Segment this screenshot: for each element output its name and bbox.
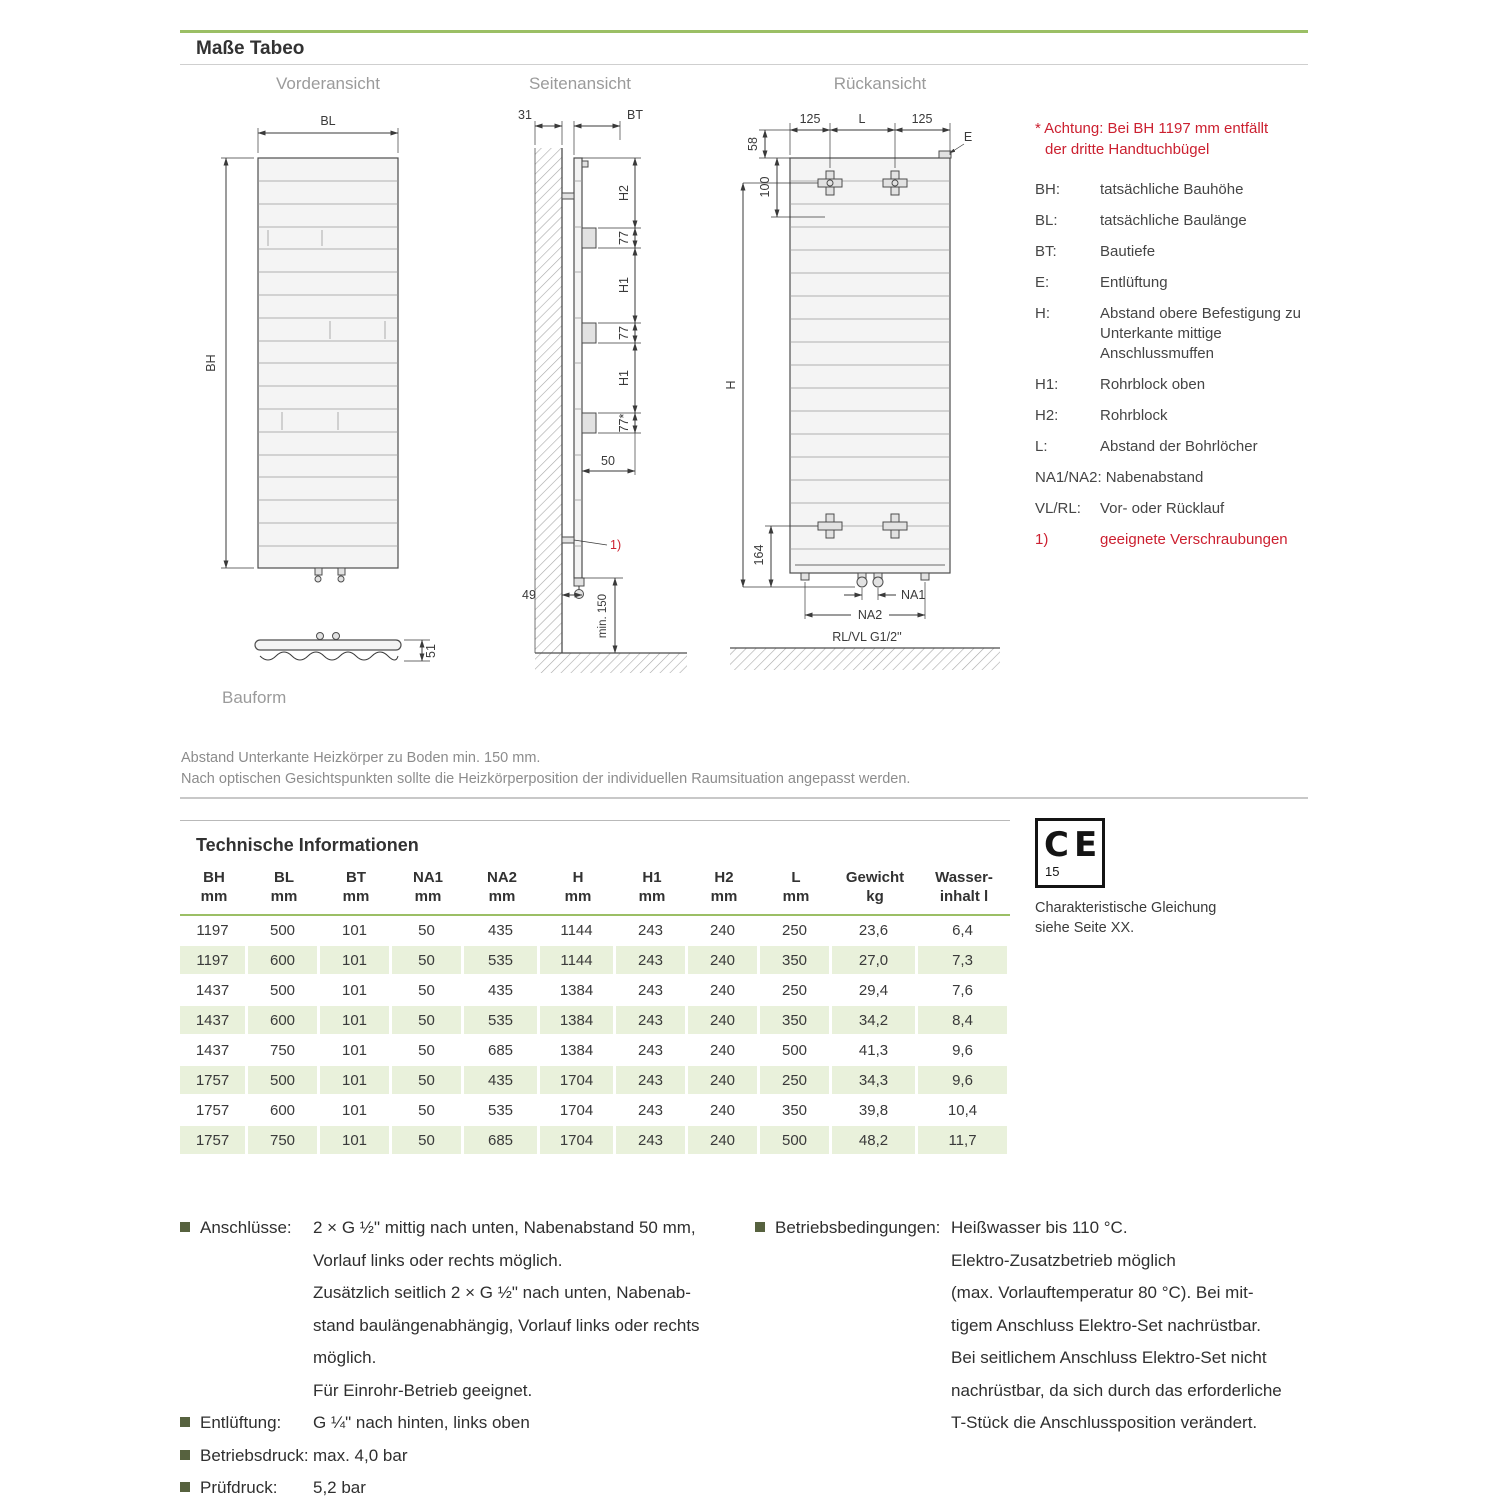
wall-hatch <box>535 148 562 653</box>
table-row <box>180 1126 1010 1156</box>
dim-label-31: 31 <box>518 108 532 122</box>
technical-data-table <box>180 864 1010 1156</box>
spec-line: Vorlauf links oder rechts möglich. <box>313 1250 563 1270</box>
front-view-title: Vorderansicht <box>276 74 380 93</box>
table-cell: 240 <box>688 976 760 1006</box>
spec-line: tigem Anschluss Elektro-Set nachrüstbar. <box>951 1315 1261 1335</box>
bauform-label: Bauform <box>222 688 287 707</box>
legend-desc: geeignete Verschraubungen <box>1100 531 1288 548</box>
table-cell: 435 <box>464 976 540 1006</box>
ce-note-line1: Charakteristische Gleichung <box>1035 900 1217 916</box>
table-cell: 50 <box>392 976 464 1006</box>
table-cell: 240 <box>688 916 760 946</box>
spec-label: Betriebsbedingungen: <box>775 1218 941 1237</box>
table-cell: 500 <box>248 916 320 946</box>
table-cell: 500 <box>760 1126 832 1156</box>
radiator-side-profile <box>562 158 596 599</box>
dim-label-h1a: H1 <box>617 277 631 293</box>
table-cell: 41,3 <box>832 1036 918 1066</box>
dim-label-h1b: H1 <box>617 370 631 386</box>
legend-desc: Nabenabstand <box>1105 469 1204 486</box>
table-cell: 1704 <box>540 1096 616 1126</box>
column-header-line2: mm <box>342 888 370 905</box>
table-cell: 240 <box>688 1006 760 1036</box>
table-cell: 750 <box>248 1036 320 1066</box>
table-cell: 240 <box>688 1096 760 1126</box>
legend-desc: Vor- oder Rücklauf <box>1100 500 1225 517</box>
column-header <box>180 864 248 916</box>
back-view-title: Rückansicht <box>833 74 927 93</box>
table-cell: 243 <box>616 1126 688 1156</box>
dim-label-50: 50 <box>601 454 615 468</box>
bullet-square <box>180 1222 190 1232</box>
legend-key: NA1/NA2: <box>1035 469 1102 486</box>
spec-item <box>755 1212 1355 1440</box>
dim-label-125a: 125 <box>799 112 821 126</box>
spec-line: stand baulängenabhängig, Vorlauf links oder rechts <box>313 1315 700 1335</box>
spec-item <box>180 1407 750 1440</box>
spec-line: Heißwasser bis 110 °C. <box>951 1218 1128 1237</box>
spec-line: 2 × G ½" mittig nach unten, Nabenabstand 50 mm, <box>313 1218 696 1237</box>
table-cell: 39,8 <box>832 1096 918 1126</box>
specs-right-column <box>755 1212 1355 1440</box>
bullet-icon <box>180 1440 200 1460</box>
legend-desc: Bautiefe <box>1100 243 1156 260</box>
legend-item <box>1035 242 1313 262</box>
table-cell: 250 <box>760 1066 832 1096</box>
footnote-line1: Abstand Unterkante Heizkörper zu Boden min. 150 mm. <box>181 750 541 766</box>
column-header-line1: H <box>572 869 584 886</box>
table-cell: 1437 <box>180 976 248 1006</box>
legend-key: VL/RL: <box>1035 500 1081 517</box>
table-row <box>180 1066 1010 1096</box>
legend-desc: Abstand der Bohrlöcher <box>1100 438 1258 455</box>
bullet-icon <box>755 1212 775 1232</box>
table-cell: 50 <box>392 1036 464 1066</box>
column-header-line2: mm <box>564 888 592 905</box>
ce-note-line2: siehe Seite XX. <box>1035 920 1135 936</box>
table-cell: 1704 <box>540 1126 616 1156</box>
table-cell: 535 <box>464 946 540 976</box>
legend-key: H1: <box>1035 376 1059 393</box>
table-cell: 101 <box>320 1126 392 1156</box>
column-header-line1: L <box>791 869 801 886</box>
legend-desc: Rohrblock oben <box>1100 376 1206 393</box>
bullet-square <box>180 1482 190 1492</box>
spec-value <box>313 1472 750 1500</box>
bullet-square <box>180 1417 190 1427</box>
ce-number: 15 <box>1045 863 1060 879</box>
dim-label-77c: 77* <box>617 413 631 433</box>
table-cell: 1437 <box>180 1036 248 1066</box>
column-header <box>540 864 616 916</box>
table-cell: 685 <box>464 1036 540 1066</box>
column-header <box>320 864 392 916</box>
table-cell: 23,6 <box>832 916 918 946</box>
column-header-line2: mm <box>782 888 810 905</box>
title-divider <box>180 64 1308 65</box>
side-view-title: Seitenansicht <box>528 74 632 93</box>
footnotes <box>181 748 910 790</box>
table-cell: 600 <box>248 1096 320 1126</box>
table-cell: 243 <box>616 946 688 976</box>
top-green-rule <box>180 30 1308 33</box>
dim-label-164: 164 <box>752 544 766 566</box>
specs-left-column <box>180 1212 750 1500</box>
spec-line: möglich. <box>313 1348 377 1367</box>
spec-value <box>313 1440 750 1473</box>
table-cell: 101 <box>320 1036 392 1066</box>
dim-label-rlvl: RL/VL G1/2'' <box>832 630 902 644</box>
column-header <box>392 864 464 916</box>
spec-label: Prüfdruck: <box>200 1478 278 1497</box>
table-cell: 1757 <box>180 1096 248 1126</box>
column-header-line2: inhalt l <box>939 888 989 905</box>
spec-line: Zusätzlich seitlich 2 × G ½" nach unten, Nabenab- <box>313 1283 691 1302</box>
dim-label-na1: NA1 <box>901 588 926 602</box>
table-cell: 250 <box>760 916 832 946</box>
dim-label-bl: BL <box>320 114 336 128</box>
table-row <box>180 1036 1010 1066</box>
table-cell: 101 <box>320 976 392 1006</box>
table-cell: 240 <box>688 946 760 976</box>
bullet-square <box>180 1450 190 1460</box>
column-header <box>760 864 832 916</box>
table-cell: 240 <box>688 1066 760 1096</box>
table-cell: 50 <box>392 1006 464 1036</box>
table-cell: 435 <box>464 916 540 946</box>
table-header-row <box>180 864 1010 916</box>
table-cell: 101 <box>320 1096 392 1126</box>
table-cell: 1197 <box>180 916 248 946</box>
bullet-icon <box>180 1407 200 1427</box>
table-cell: 1384 <box>540 1036 616 1066</box>
column-header <box>918 864 1010 916</box>
dim-label-na2: NA2 <box>857 608 883 622</box>
table-cell: 535 <box>464 1096 540 1126</box>
spec-item <box>180 1212 750 1407</box>
table-cell: 29,4 <box>832 976 918 1006</box>
table-cell: 34,3 <box>832 1066 918 1096</box>
legend-key: L: <box>1035 438 1048 455</box>
dim-label-77b: 77 <box>617 326 631 340</box>
table-cell: 243 <box>616 1066 688 1096</box>
dim-label-h2: H2 <box>617 185 631 201</box>
spec-item <box>180 1440 750 1473</box>
front-view-drawing <box>188 95 438 685</box>
table-cell: 243 <box>616 1096 688 1126</box>
column-header <box>464 864 540 916</box>
table-cell: 8,4 <box>918 1006 1010 1036</box>
column-header-line1: BT <box>346 869 366 886</box>
dim-label-49: 49 <box>522 588 536 602</box>
legend-item <box>1035 180 1313 200</box>
legend-key: BT: <box>1035 243 1057 260</box>
ce-note <box>1035 898 1216 938</box>
radiator-back-body <box>790 151 951 587</box>
ce-letters: CE <box>1044 824 1103 865</box>
legend-desc: Entlüftung <box>1100 274 1168 291</box>
bullet-square <box>755 1222 765 1232</box>
column-header-line1: H1 <box>642 869 662 886</box>
back-view-drawing <box>715 95 1015 685</box>
spec-line: Für Einrohr-Betrieb geeignet. <box>313 1380 533 1400</box>
table-cell: 1384 <box>540 976 616 1006</box>
legend-key: E: <box>1035 274 1050 291</box>
table-cell: 9,6 <box>918 1036 1010 1066</box>
warning-line1: * Achtung: Bei BH 1197 mm entfällt <box>1035 120 1269 137</box>
table-cell: 27,0 <box>832 946 918 976</box>
bullet-icon <box>180 1212 200 1232</box>
spec-line: (max. Vorlauftemperatur 80 °C). Bei mit- <box>951 1283 1254 1302</box>
legend-item <box>1035 375 1313 395</box>
floor-hatch-side <box>535 653 687 673</box>
bullet-icon <box>180 1472 200 1492</box>
dim-label-51: 51 <box>424 644 438 658</box>
legend-item <box>1035 499 1313 519</box>
dim-label-note1: 1) <box>610 538 622 552</box>
dim-label-e: E <box>963 130 973 144</box>
dim-label-h: H <box>724 380 738 390</box>
table-cell: 11,7 <box>918 1126 1010 1156</box>
table-cell: 350 <box>760 1096 832 1126</box>
dimension-legend <box>1035 180 1313 561</box>
column-header-line2: mm <box>710 888 738 905</box>
table-cell: 500 <box>760 1036 832 1066</box>
table-cell: 243 <box>616 1006 688 1036</box>
table-cell: 1384 <box>540 1006 616 1036</box>
table-cell: 240 <box>688 1036 760 1066</box>
legend-key: H: <box>1035 305 1050 322</box>
table-cell: 50 <box>392 1066 464 1096</box>
table-row <box>180 976 1010 1006</box>
dim-label-min150: min. 150 <box>597 593 609 639</box>
warning-line2: der dritte Handtuchbügel <box>1045 141 1210 158</box>
radiator-front-body <box>258 158 398 582</box>
table-cell: 10,4 <box>918 1096 1010 1126</box>
page-title: Maße Tabeo <box>196 38 305 59</box>
legend-item <box>1035 273 1313 293</box>
table-cell: 1757 <box>180 1066 248 1096</box>
side-view-drawing <box>495 95 705 685</box>
spec-label: Entlüftung: <box>200 1413 282 1432</box>
table-cell: 50 <box>392 946 464 976</box>
table-cell: 50 <box>392 916 464 946</box>
legend-desc: tatsächliche Baulänge <box>1100 212 1247 229</box>
dim-label-58: 58 <box>746 137 760 151</box>
spec-line: T-Stück die Anschlussposition verändert. <box>951 1413 1258 1432</box>
legend-item <box>1035 468 1313 488</box>
table-cell: 243 <box>616 976 688 1006</box>
legend-item <box>1035 530 1313 550</box>
column-header-line2: kg <box>866 888 884 905</box>
dim-label-l: L <box>858 112 866 126</box>
table-cell: 50 <box>392 1126 464 1156</box>
column-header-line2: mm <box>488 888 516 905</box>
column-header-line1: Gewicht <box>845 869 905 886</box>
table-cell: 243 <box>616 1036 688 1066</box>
spec-label: Anschlüsse: <box>200 1218 292 1237</box>
warning-note <box>1035 118 1320 160</box>
section-divider <box>180 797 1308 799</box>
column-header-line1: NA2 <box>486 869 517 886</box>
table-row <box>180 1006 1010 1036</box>
table-cell: 1704 <box>540 1066 616 1096</box>
table-cell: 243 <box>616 916 688 946</box>
table-title: Technische Informationen <box>196 835 419 855</box>
column-header-line2: mm <box>414 888 442 905</box>
floor-hatch-back <box>730 648 1000 670</box>
table-cell: 685 <box>464 1126 540 1156</box>
table-cell: 101 <box>320 946 392 976</box>
table-body <box>180 916 1010 1156</box>
column-header-line1: NA1 <box>412 869 443 886</box>
table-cell: 500 <box>248 1066 320 1096</box>
table-cell: 435 <box>464 1066 540 1096</box>
spec-item <box>180 1472 750 1500</box>
spec-line: nachrüstbar, da sich durch das erforderliche <box>951 1380 1282 1400</box>
column-header-line1: BL <box>274 869 294 886</box>
column-header-line2: mm <box>638 888 666 905</box>
table-cell: 500 <box>248 976 320 1006</box>
table-cell: 350 <box>760 946 832 976</box>
table-row <box>180 1096 1010 1126</box>
table-cell: 34,2 <box>832 1006 918 1036</box>
dim-label-125b: 125 <box>911 112 933 126</box>
table-cell: 1757 <box>180 1126 248 1156</box>
spec-line: max. 4,0 bar <box>313 1445 408 1465</box>
table-cell: 535 <box>464 1006 540 1036</box>
spec-line: Bei seitlichem Anschluss Elektro-Set nicht <box>951 1348 1267 1367</box>
legend-desc: Abstand obere Befestigung zu Unterkante mittige Anschlussmuffen <box>1100 305 1301 362</box>
legend-key: BH: <box>1035 181 1061 198</box>
table-cell: 50 <box>392 1096 464 1126</box>
footnote-line2: Nach optischen Gesichtspunkten sollte die Heizkörperposition der individuellen Raumsituation angepasst werden. <box>181 771 911 787</box>
table-row <box>180 916 1010 946</box>
column-header <box>248 864 320 916</box>
table-cell: 1437 <box>180 1006 248 1036</box>
legend-item <box>1035 304 1313 364</box>
bauform-drawing <box>255 633 438 662</box>
spec-value <box>313 1407 750 1440</box>
spec-value <box>313 1212 750 1407</box>
legend-key: H2: <box>1035 407 1059 424</box>
table-cell: 9,6 <box>918 1066 1010 1096</box>
table-cell: 7,3 <box>918 946 1010 976</box>
legend-item <box>1035 211 1313 231</box>
table-cell: 250 <box>760 976 832 1006</box>
column-header-line1: Wasser- <box>935 869 993 886</box>
spec-label: Betriebsdruck: <box>200 1445 309 1465</box>
table-cell: 750 <box>248 1126 320 1156</box>
spec-line: Elektro-Zusatzbetrieb möglich <box>951 1250 1176 1270</box>
column-header-line1: H2 <box>714 869 734 886</box>
spec-line: 5,2 bar <box>313 1478 366 1497</box>
dim-label-bh: BH <box>204 354 218 372</box>
table-cell: 101 <box>320 1066 392 1096</box>
table-cell: 600 <box>248 1006 320 1036</box>
table-cell: 1144 <box>540 946 616 976</box>
legend-item <box>1035 406 1313 426</box>
column-header-line1: BH <box>203 869 225 886</box>
technical-info-section <box>180 820 1010 1156</box>
dim-label-bt: BT <box>627 108 643 122</box>
column-header <box>616 864 688 916</box>
ce-mark <box>1035 818 1105 888</box>
dim-label-100: 100 <box>758 176 772 198</box>
table-row <box>180 946 1010 976</box>
legend-item <box>1035 437 1313 457</box>
table-cell: 6,4 <box>918 916 1010 946</box>
column-header-line2: mm <box>200 888 228 905</box>
spec-line: G ¼" nach hinten, links oben <box>313 1413 530 1432</box>
dim-label-77a: 77 <box>617 231 631 245</box>
legend-key: 1) <box>1035 531 1049 548</box>
table-cell: 101 <box>320 1006 392 1036</box>
table-cell: 1144 <box>540 916 616 946</box>
table-cell: 600 <box>248 946 320 976</box>
column-header <box>688 864 760 916</box>
legend-desc: Rohrblock <box>1100 407 1168 424</box>
table-cell: 350 <box>760 1006 832 1036</box>
column-header <box>832 864 918 916</box>
table-cell: 48,2 <box>832 1126 918 1156</box>
table-cell: 1197 <box>180 946 248 976</box>
table-cell: 101 <box>320 916 392 946</box>
table-cell: 7,6 <box>918 976 1010 1006</box>
spec-value <box>951 1212 1355 1440</box>
legend-key: BL: <box>1035 212 1058 229</box>
table-cell: 240 <box>688 1126 760 1156</box>
legend-desc: tatsächliche Bauhöhe <box>1100 181 1244 198</box>
column-header-line2: mm <box>270 888 298 905</box>
